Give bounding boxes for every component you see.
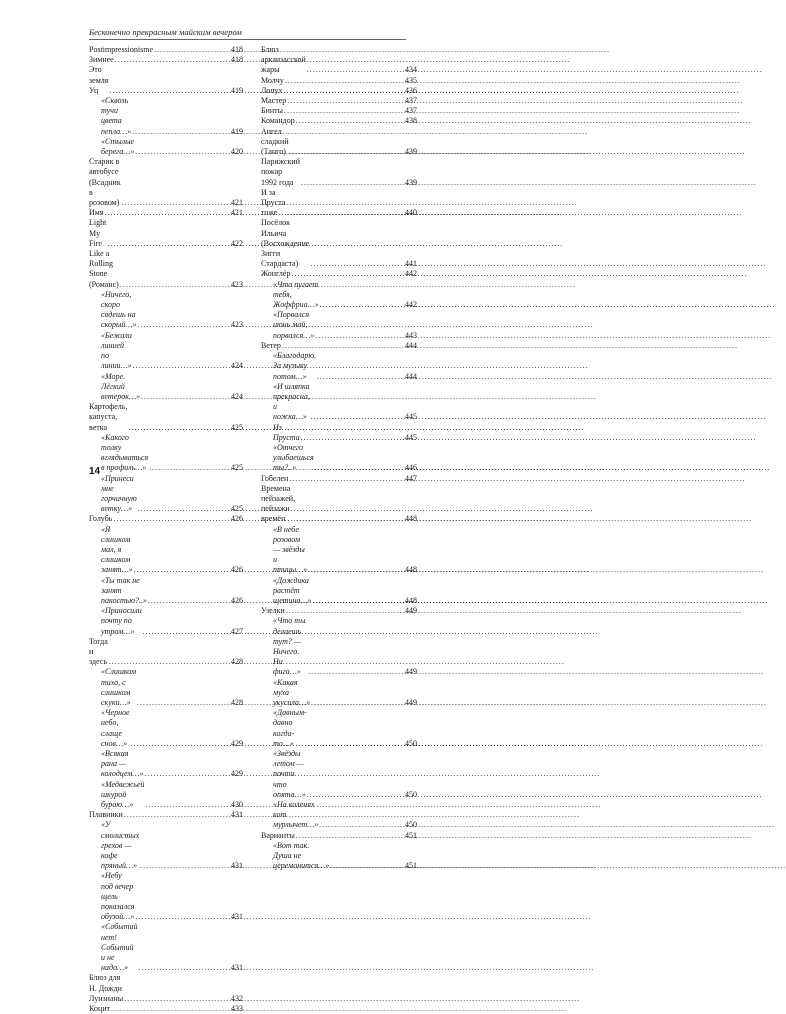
toc-entry-title: «Какого толку вглядываться в профиль…» <box>101 432 149 473</box>
dot-leader <box>301 178 404 188</box>
toc-entry-page: 431 <box>231 810 243 820</box>
toc-subentry <box>261 351 417 382</box>
dot-leader <box>320 300 404 310</box>
toc-entry-page: 447 <box>405 473 417 483</box>
toc-entry <box>89 973 243 1004</box>
toc-entry-title: «Сквозь тучи цвета пепла…» <box>101 96 132 136</box>
toc-entry <box>89 514 243 524</box>
toc-entry-title: Картофель, капуста, ветка <box>89 402 128 432</box>
toc-entry-title: Посёлок Ильича (Восхождение Зигги Стардаста) <box>261 218 310 269</box>
dot-leader <box>308 667 404 677</box>
toc-entry-title: Postimpressionisme <box>89 45 154 54</box>
dot-leader <box>289 474 404 484</box>
toc-entry-page: 450 <box>405 738 417 748</box>
toc-entry-title: «Вот так. Душа не церемонится…» <box>273 840 330 871</box>
toc-subentry <box>89 290 243 331</box>
toc-entry <box>261 218 417 269</box>
toc-entry-page: 424 <box>231 391 243 401</box>
dot-leader <box>315 463 404 473</box>
toc-subentry <box>261 749 417 800</box>
dot-leader <box>284 86 404 96</box>
dot-leader <box>145 800 230 810</box>
toc-subentry <box>261 443 417 474</box>
toc-entry-title: «Звёзды летом — почти что опята…» <box>273 749 306 799</box>
toc-entry-title: Зимнее <box>89 55 114 65</box>
toc-entry-title: Тогда и здесь <box>89 636 108 667</box>
dot-leader <box>120 280 230 290</box>
dot-leader <box>143 627 230 637</box>
toc-entry-title: «Что пугает тебя, Жоффрua…» <box>273 279 319 310</box>
dot-leader <box>286 208 404 218</box>
toc-entry-title: Лопух <box>261 85 283 95</box>
toc-entry-title: Имя <box>89 208 104 218</box>
toc-entry-page: 418 <box>231 55 243 65</box>
dot-leader <box>145 769 230 779</box>
dot-leader <box>138 504 230 514</box>
toc-subentry <box>89 667 243 708</box>
toc-subentry <box>89 749 243 780</box>
dot-leader <box>154 45 230 55</box>
dot-leader <box>287 96 404 106</box>
toc-entry <box>89 402 243 433</box>
dot-leader <box>330 861 404 871</box>
toc-entry <box>261 484 417 525</box>
toc-entry <box>89 218 243 249</box>
dot-leader <box>290 147 404 157</box>
toc-entry-page: 426 <box>231 595 243 605</box>
toc-entry-page: 441 <box>405 259 417 269</box>
toc-entry <box>89 637 243 668</box>
toc-entry-page: 435 <box>405 75 417 85</box>
toc-entry-title: «Принеси мне горчичную ветку…» <box>101 473 137 514</box>
toc-entry-page: 428 <box>231 698 243 707</box>
toc-subentry <box>261 678 417 709</box>
toc-entry <box>261 45 417 76</box>
toc-entry-page: 445 <box>405 412 417 422</box>
toc-entry <box>89 45 243 55</box>
toc-entry <box>261 127 417 158</box>
toc-entry-title: «Ты так не занят пакостью?..» <box>101 575 148 605</box>
dot-leader <box>307 65 404 75</box>
toc-subentry <box>261 841 417 872</box>
toc-entry <box>89 810 243 820</box>
dot-leader <box>308 739 404 749</box>
toc-entry-title: «Событий нет! Событий и не надо…» <box>101 922 138 973</box>
toc-entry-page: 429 <box>231 769 243 779</box>
toc-entry <box>261 106 417 116</box>
toc-entry-page: 429 <box>231 738 243 748</box>
dot-leader <box>131 739 230 749</box>
toc-entry-page: 442 <box>405 269 417 279</box>
toc-subentry <box>89 606 243 637</box>
toc-entry-title: «В небе розовом — звёзды и птицы…» <box>273 524 308 575</box>
toc-entry <box>89 55 243 65</box>
toc-entry <box>261 76 417 86</box>
toc-entry-title: «Дождика растёт щетина…» <box>273 575 312 605</box>
dot-leader <box>149 463 230 473</box>
toc-entry-page: 423 <box>231 320 243 330</box>
dot-leader <box>313 596 404 606</box>
toc-entry-title: Ангел сладкий (Танго) <box>261 126 289 157</box>
toc-entry-title: Мастер <box>261 96 287 106</box>
toc-column-right <box>261 45 417 871</box>
toc-entry-page: 440 <box>405 208 417 218</box>
toc-entry-page: 426 <box>231 565 243 575</box>
toc-entry-page: 448 <box>405 595 417 605</box>
dot-leader <box>122 198 230 208</box>
toc-entry-title: «Слишком тихо, с слишком скуки…» <box>101 667 137 707</box>
dot-leader <box>286 606 404 616</box>
dot-leader <box>109 657 230 667</box>
toc-subentry <box>89 433 243 474</box>
toc-entry-title: Времена пейзажей, пейзажи времён <box>261 483 296 524</box>
toc-entry-title: И за Пруста тоже <box>261 187 286 218</box>
toc-entry-title: «Какая муха укусила…» <box>273 677 311 707</box>
toc-entry-title: «Черное небо, слаще снов…» <box>101 708 130 748</box>
toc-entry <box>89 157 243 208</box>
dot-leader <box>115 55 230 65</box>
toc-entry-page: 444 <box>405 371 417 381</box>
dot-leader <box>124 994 230 1004</box>
dot-leader <box>141 392 230 402</box>
header-rule <box>89 39 406 40</box>
toc-entry-title: «И шляпка прекрасна, и ножка…» <box>273 381 310 422</box>
toc-entry-title: «Море. Лёгкий ветерок…» <box>101 371 141 401</box>
toc-entry-title: «Отчего улыбаешься ты?..» <box>273 442 314 473</box>
toc-entry-page: 442 <box>405 300 417 310</box>
toc-entry-page: 423 <box>231 279 243 289</box>
toc-entry-title: Light My Fire <box>89 218 107 248</box>
toc-entry-title: Это земля Уц <box>89 65 109 95</box>
toc-entry-title: Блюз арканзасской жары <box>261 45 306 75</box>
toc-entry-title: «Всякая рана — колодцем…» <box>101 749 144 779</box>
toc-entry-title: Из Пруста <box>273 422 300 442</box>
toc-entry-page: 451 <box>405 861 417 871</box>
toc-entry-title: Коцит <box>89 1004 110 1014</box>
toc-entry-title: «Бежали линией по линии…» <box>101 330 132 371</box>
toc-subentry <box>89 780 243 811</box>
toc-entry <box>261 116 417 126</box>
toc-subentry <box>89 331 243 372</box>
toc-subentry <box>89 372 243 403</box>
dot-leader <box>132 127 230 137</box>
dot-leader <box>308 565 404 575</box>
dot-leader <box>284 106 404 116</box>
toc-subentry <box>89 708 243 749</box>
toc-entry-page: 425 <box>231 463 243 473</box>
dot-leader <box>296 514 404 524</box>
toc-subentry <box>89 576 243 607</box>
dot-leader <box>105 208 230 218</box>
toc-entry-page: 449 <box>405 606 417 616</box>
toc-entry-page: 419 <box>231 85 243 95</box>
toc-entry-page: 422 <box>231 238 243 248</box>
toc-entry-title: Like a Rolling Stone (Романс) <box>89 249 119 289</box>
page-number: 14 <box>89 466 101 477</box>
dot-leader <box>128 423 230 433</box>
dot-leader <box>139 963 230 973</box>
dot-leader <box>291 269 404 279</box>
toc-entry-page: 444 <box>405 340 417 350</box>
toc-entry-title: «Небу под вечер щель показался обузой…» <box>101 871 135 922</box>
toc-entry-title: Варианты <box>261 830 295 840</box>
toc-entry-title: «Порвался июнь мой, порвался…» <box>273 310 315 340</box>
dot-leader <box>307 790 404 800</box>
dot-leader <box>140 861 230 871</box>
toc-entry-title: Бинты <box>261 106 284 116</box>
dot-leader <box>310 259 404 269</box>
dot-leader <box>109 86 230 96</box>
dot-leader <box>113 514 230 524</box>
toc-entry-title: Блюз для Н. Дожди Луизианы <box>89 973 124 1003</box>
toc-entry <box>89 1004 243 1014</box>
toc-entry-page: 427 <box>231 626 243 636</box>
toc-entry-title: Старик в автобусе (Всадник в розовом) <box>89 157 121 208</box>
toc-entry <box>261 831 417 841</box>
toc-subentry <box>261 800 417 831</box>
toc-subentry <box>89 922 243 973</box>
dot-leader <box>135 147 230 157</box>
toc-entry-page: 450 <box>405 789 417 799</box>
toc-entry <box>89 208 243 218</box>
toc-entry-title: Командор <box>261 116 295 126</box>
toc-entry-title: «Что ты делаешь тут? — Ничего. Ни фига…» <box>273 616 306 677</box>
dot-leader <box>136 912 230 922</box>
toc-entry-page: 428 <box>231 657 243 667</box>
dot-leader <box>133 361 230 371</box>
toc-entry-title: Плавники <box>89 810 123 820</box>
toc-subentry <box>261 616 417 677</box>
toc-entry-title: Гобелен <box>261 473 289 483</box>
toc-column-left <box>89 45 243 1014</box>
toc-entry-page: 451 <box>405 830 417 840</box>
toc-entry-title: «Благодарю. За музыку потом…» <box>273 351 317 381</box>
toc-entry-page: 437 <box>405 106 417 116</box>
toc-entry-title: «На коленях кот мурлычет…» <box>273 800 319 830</box>
toc-entry-title: Ветер <box>261 340 281 350</box>
dot-leader <box>311 412 404 422</box>
toc-entry <box>261 86 417 96</box>
toc-entry-page: 448 <box>405 514 417 524</box>
dot-leader <box>319 820 404 830</box>
toc-subentry <box>89 96 243 137</box>
toc-entry-page: 419 <box>231 126 243 136</box>
toc-entry-page: 420 <box>231 147 243 157</box>
toc-entry-page: 448 <box>405 565 417 575</box>
dot-leader <box>134 565 230 575</box>
toc-subentry <box>261 708 417 749</box>
toc-subentry <box>261 280 417 311</box>
toc-entry-page: 431 <box>231 912 243 922</box>
toc-entry <box>261 474 417 484</box>
toc-subentry <box>261 576 417 607</box>
toc-entry-page: 418 <box>231 45 243 54</box>
dot-leader <box>138 320 230 330</box>
toc-subentry <box>89 474 243 515</box>
toc-subentry <box>89 525 243 576</box>
toc-entry-page: 450 <box>405 820 417 830</box>
toc-entry-page: 431 <box>231 861 243 871</box>
dot-leader <box>296 831 404 841</box>
toc-entry <box>89 249 243 290</box>
toc-entry-page: 430 <box>231 800 243 810</box>
toc-subentry <box>261 525 417 576</box>
dot-leader <box>107 239 230 249</box>
toc-entry-page: 426 <box>231 514 243 524</box>
toc-entry-page: 432 <box>231 993 243 1003</box>
toc-entry-page: 436 <box>405 85 417 95</box>
dot-leader <box>282 341 404 351</box>
dot-leader <box>111 1004 230 1014</box>
dot-leader <box>124 810 230 820</box>
toc-entry-page: 449 <box>405 698 417 707</box>
toc-entry-title: Парижский пожар 1992 года <box>261 157 300 187</box>
dot-leader <box>311 698 404 708</box>
toc-entry-title: «Давным-давно когда-то…» <box>273 708 307 748</box>
toc-entry <box>261 269 417 279</box>
dot-leader <box>317 372 404 382</box>
toc-entry-page: 431 <box>231 963 243 973</box>
toc-entry-title: Голубь <box>89 514 113 524</box>
toc-entry-title: Молчу <box>261 75 284 85</box>
toc-entry-page: 446 <box>405 463 417 473</box>
toc-entry-page: 425 <box>231 504 243 514</box>
toc-entry <box>261 96 417 106</box>
toc-entry-title: «Стылые берега…» <box>101 136 135 157</box>
toc-entry <box>261 606 417 616</box>
dot-leader <box>285 76 404 86</box>
toc-entry-title: Жонглёр <box>261 269 291 279</box>
toc-entry-page: 443 <box>405 330 417 340</box>
toc-entry-title: «Я слишком мал, я слишком занят…» <box>101 524 133 575</box>
toc-entry-page: 438 <box>405 116 417 126</box>
dot-leader <box>296 116 404 126</box>
toc-entry-title: Узелки <box>261 606 285 616</box>
toc-entry-page: 437 <box>405 96 417 106</box>
toc-subentry <box>89 820 243 871</box>
toc-entry-page: 439 <box>405 147 417 157</box>
dot-leader <box>315 331 404 341</box>
toc-entry-page: 449 <box>405 667 417 677</box>
toc-entry-title: «Приносили почту по утрам…» <box>101 606 142 636</box>
toc-entry-page: 433 <box>231 1004 243 1014</box>
toc-subentry <box>261 423 417 443</box>
toc-entry <box>89 65 243 96</box>
toc-entry-title: «У смолистых грехов — кофе пряный…» <box>101 820 140 871</box>
toc-entry-page: 425 <box>231 422 243 432</box>
toc-entry-page: 445 <box>405 432 417 442</box>
toc-subentry <box>261 382 417 423</box>
dot-leader <box>301 433 404 443</box>
toc-entry <box>261 188 417 219</box>
toc-entry-page: 434 <box>405 65 417 75</box>
dot-leader <box>137 698 230 708</box>
running-header: Бесконечно прекрасным майским вечером <box>89 27 242 37</box>
toc-entry <box>261 341 417 351</box>
toc-subentry <box>89 137 243 157</box>
toc-entry <box>261 157 417 188</box>
toc-entry-page: 424 <box>231 361 243 371</box>
toc-subentry <box>89 871 243 922</box>
toc-entry-title: «Ничего, скоро сядешь на скорый…» <box>101 289 137 330</box>
dot-leader <box>148 596 230 606</box>
toc-entry-page: 421 <box>231 198 243 208</box>
toc-entry-page: 421 <box>231 208 243 218</box>
toc-subentry <box>261 310 417 341</box>
toc-entry-title: «Медвежьей шкурой бурою…» <box>101 779 145 810</box>
toc-entry-page: 439 <box>405 177 417 187</box>
